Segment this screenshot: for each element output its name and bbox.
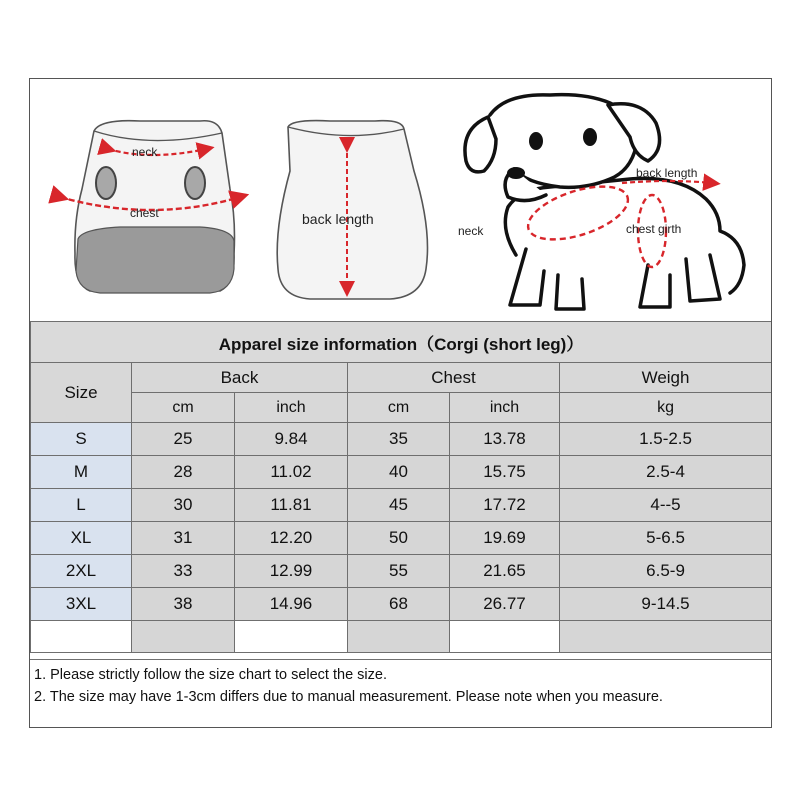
cell-chest-inch: 13.78 xyxy=(450,423,560,456)
cell-empty xyxy=(348,621,450,653)
back-length-label-dog: back length xyxy=(636,166,698,180)
cell-chest-inch: 26.77 xyxy=(450,588,560,621)
header-weigh-unit: kg xyxy=(560,393,772,423)
cell-back-inch: 12.99 xyxy=(235,555,348,588)
cell-chest-inch: 15.75 xyxy=(450,456,560,489)
header-chest-inch: inch xyxy=(450,393,560,423)
cell-empty xyxy=(132,621,235,653)
back-length-label-mid: back length xyxy=(302,211,374,227)
table-row xyxy=(31,555,772,588)
header-chest: Chest xyxy=(348,363,560,393)
cell-empty xyxy=(235,621,348,653)
dog-icon xyxy=(465,95,744,309)
cell-size: S xyxy=(31,423,132,456)
note-2: 2. The size may have 1-3cm differs due to manual measurement. Please note when you measure. xyxy=(34,689,663,705)
header-chest-cm: cm xyxy=(348,393,450,423)
cell-back-inch: 11.02 xyxy=(235,456,348,489)
cell-back-inch: 11.81 xyxy=(235,489,348,522)
header-back-cm: cm xyxy=(132,393,235,423)
cell-empty xyxy=(31,621,132,653)
cell-chest-cm: 50 xyxy=(348,522,450,555)
cell-chest-inch: 21.65 xyxy=(450,555,560,588)
cell-back-cm: 31 xyxy=(132,522,235,555)
dog-eye-left xyxy=(529,132,543,150)
table-row-empty xyxy=(31,621,772,653)
garment-back-icon xyxy=(277,121,427,299)
notes xyxy=(30,659,771,727)
cell-weigh: 2.5-4 xyxy=(560,456,772,489)
size-chart-card xyxy=(29,78,772,728)
cell-weigh: 1.5-2.5 xyxy=(560,423,772,456)
cell-empty xyxy=(450,621,560,653)
table-row xyxy=(31,588,772,621)
cell-back-cm: 30 xyxy=(132,489,235,522)
header-size: Size xyxy=(31,363,132,423)
cell-back-cm: 25 xyxy=(132,423,235,456)
cell-weigh: 6.5-9 xyxy=(560,555,772,588)
table-title: Apparel size information（Corgi (short leg)） xyxy=(31,322,772,363)
neck-label-left: neck xyxy=(132,145,158,159)
table-row xyxy=(31,489,772,522)
cell-size: 2XL xyxy=(31,555,132,588)
cell-size: XL xyxy=(31,522,132,555)
neck-label-dog: neck xyxy=(458,224,484,238)
cell-weigh: 5-6.5 xyxy=(560,522,772,555)
cell-back-inch: 14.96 xyxy=(235,588,348,621)
cell-back-inch: 9.84 xyxy=(235,423,348,456)
cell-chest-inch: 17.72 xyxy=(450,489,560,522)
cell-chest-cm: 68 xyxy=(348,588,450,621)
size-table xyxy=(30,321,772,653)
cell-back-cm: 33 xyxy=(132,555,235,588)
cell-size: 3XL xyxy=(31,588,132,621)
cell-weigh: 9-14.5 xyxy=(560,588,772,621)
measurement-diagram xyxy=(30,79,771,321)
cell-chest-cm: 45 xyxy=(348,489,450,522)
cell-back-inch: 12.20 xyxy=(235,522,348,555)
cell-weigh: 4--5 xyxy=(560,489,772,522)
chest-label-left: chest xyxy=(130,206,159,220)
note-1: 1. Please strictly follow the size chart to select the size. xyxy=(34,667,387,683)
dog-nose xyxy=(507,167,525,179)
cell-chest-inch: 19.69 xyxy=(450,522,560,555)
cell-size: L xyxy=(31,489,132,522)
cell-size: M xyxy=(31,456,132,489)
chest-girth-label-dog: chest girth xyxy=(626,222,682,236)
header-back-inch: inch xyxy=(235,393,348,423)
cell-empty xyxy=(560,621,772,653)
header-back: Back xyxy=(132,363,348,393)
dog-eye-right xyxy=(583,128,597,146)
measurement-illustration xyxy=(30,79,771,321)
table-row xyxy=(31,423,772,456)
cell-back-cm: 38 xyxy=(132,588,235,621)
table-row xyxy=(31,522,772,555)
header-weigh: Weigh xyxy=(560,363,772,393)
cell-chest-cm: 40 xyxy=(348,456,450,489)
cell-chest-cm: 55 xyxy=(348,555,450,588)
table-row xyxy=(31,456,772,489)
cell-back-cm: 28 xyxy=(132,456,235,489)
cell-chest-cm: 35 xyxy=(348,423,450,456)
